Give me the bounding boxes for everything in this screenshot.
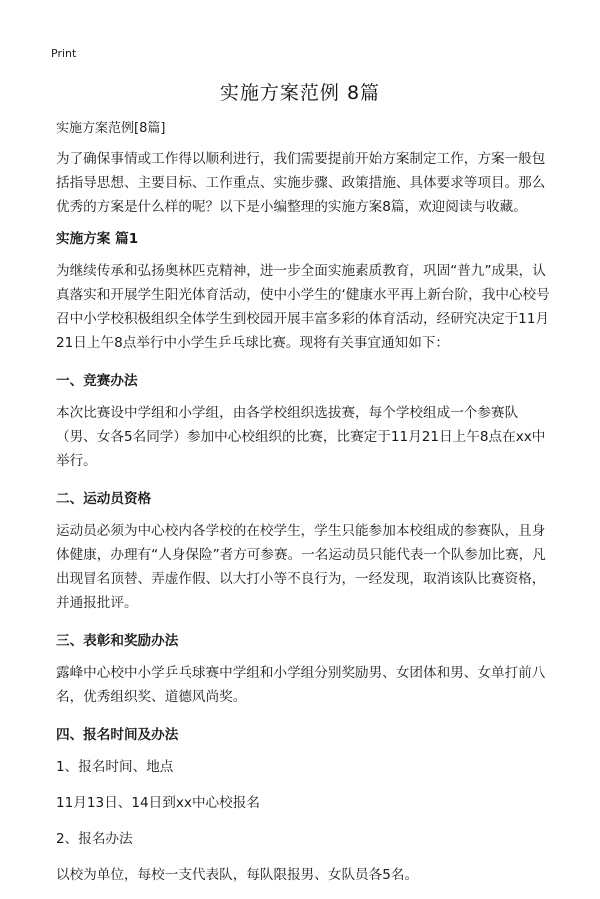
document-body: [56, 117, 556, 899]
section1-paragraph: 为继续传承和弘扬奥林匹克精神，进一步全面实施素质教育，巩固“普九”成果，认真落实和开展学生阳光体育活动，使中小学生的‘健康水平再上新台阶，我中心校号召中小学校积极组织全体学生到校园开展丰富多彩的体育活动，经研究决定于11月21日上午8点举行中小学生乒乓球比赛。现将有关事宜通知如下：: [56, 263, 550, 351]
document-subtitle: 实施方案范例[8篇]: [56, 121, 166, 136]
intro-paragraph: 为了确保事情或工作得以顺利进行，我们需要提前开始方案制定工作，方案一般包括指导思想、主要目标、工作重点、实施步骤、政策措施、具体要求等项目。那么优秀的方案是什么样的呢？以下是小编整理的实施方案8篇，欢迎阅读与收藏。: [56, 151, 546, 215]
print-label[interactable]: Print: [51, 47, 77, 60]
registration-item-time-place-detail: 11月13日、14日到xx中心校报名: [56, 795, 260, 811]
heading-registration: 四、报名时间及办法: [56, 727, 179, 743]
heading-athlete-eligibility: 二、运动员资格: [56, 491, 152, 507]
registration-item-time-place: 1、报名时间、地点: [56, 759, 174, 775]
heading-awards: 三、表彰和奖励办法: [56, 633, 179, 649]
paragraph-competition-method: 本次比赛设中学组和小学组，由各学校组织选拔赛，每个学校组成一个参赛队（男、女各5名同学）参加中心校组织的比赛，比赛定于11月21日上午8点在xx中举行。: [56, 405, 546, 469]
document-title: 实施方案范例 8篇: [219, 82, 381, 104]
registration-item-method-detail: 以校为单位，每校一支代表队，每队限报男、女队员各5名。: [56, 867, 419, 883]
section1-heading: 实施方案 篇1: [56, 231, 139, 247]
paragraph-athlete-eligibility: 运动员必须为中心校内各学校的在校学生，学生只能参加本校组成的参赛队，且身体健康，办理有“人身保险”者方可参赛。一名运动员只能代表一个队参加比赛，凡出现冒名顶替、弄虚作假、以大打小等不良行为，一经发现，取消该队比赛资格，并通报批评。: [56, 523, 546, 611]
paragraph-awards: 露峰中心校中小学乒乓球赛中学组和小学组分别奖励男、女团体和男、女单打前八名，优秀组织奖、道德风尚奖。: [56, 665, 546, 705]
registration-item-method: 2、报名办法: [56, 831, 133, 847]
heading-competition-method: 一、竞赛办法: [56, 373, 138, 389]
